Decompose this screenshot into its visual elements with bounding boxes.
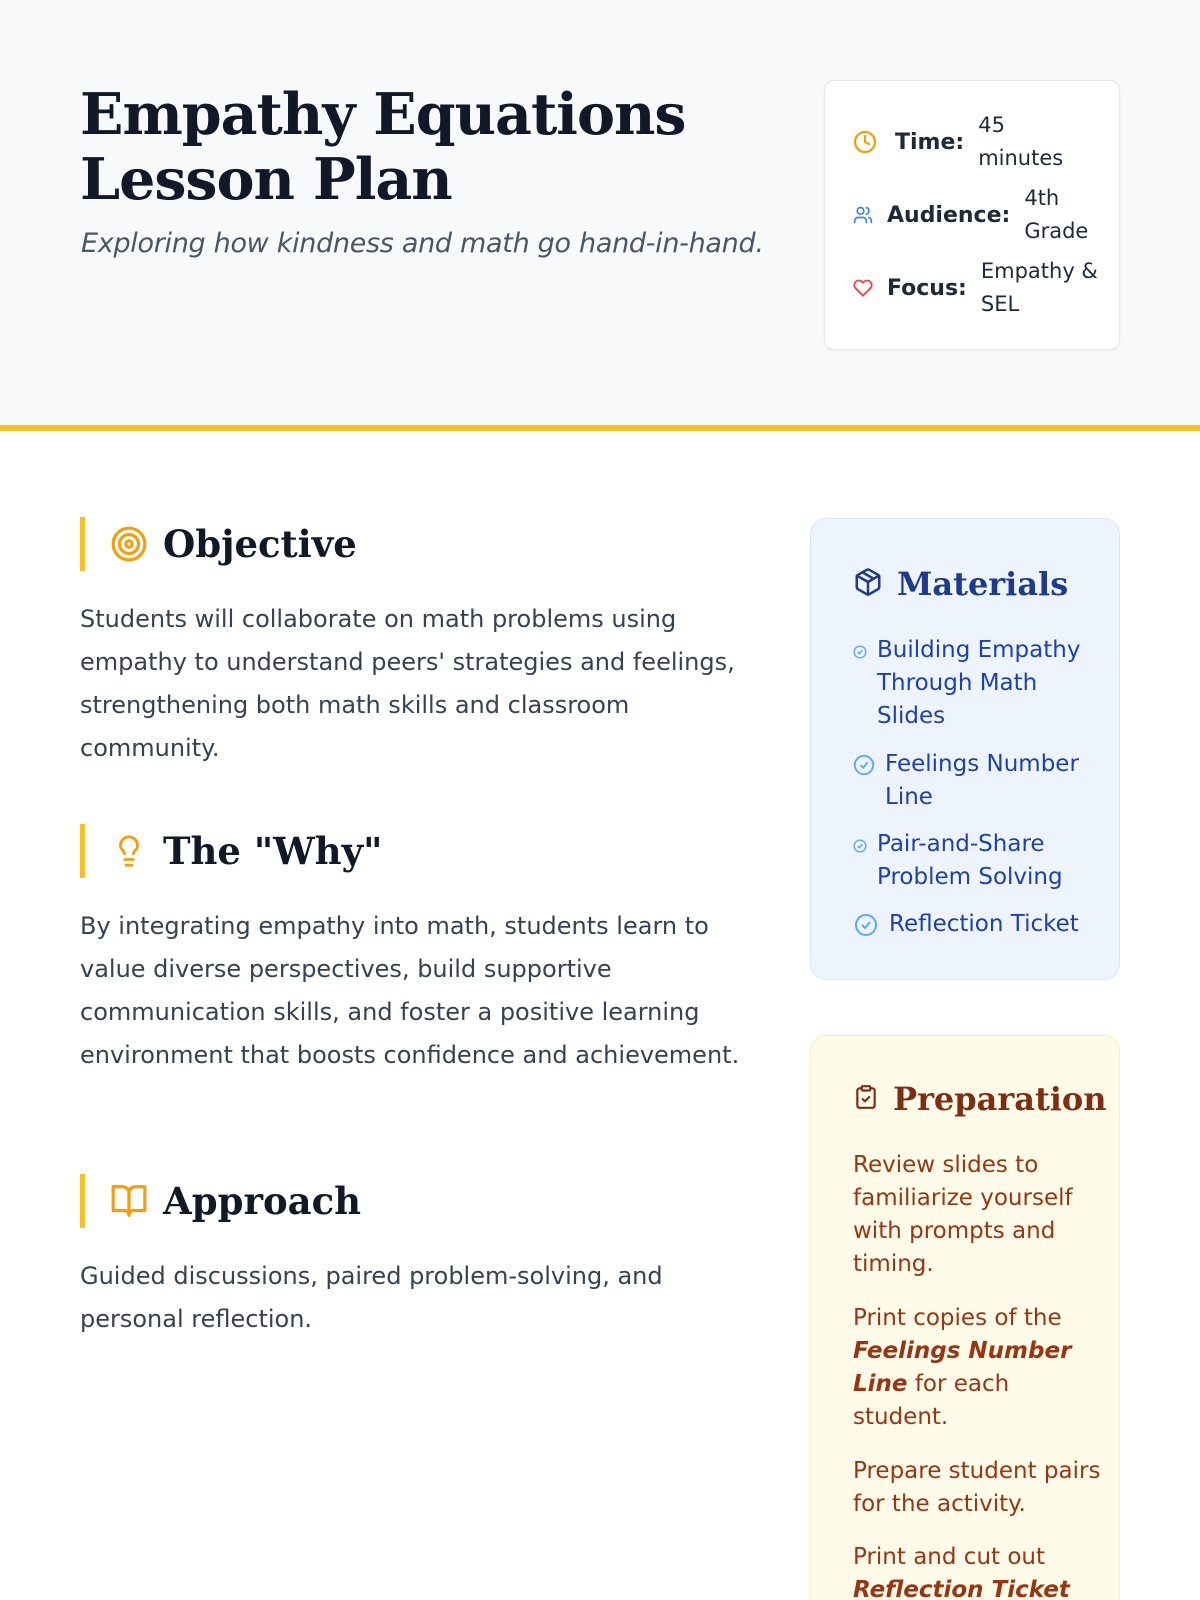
preparation-item: Prepare student pairs for the activity. bbox=[853, 1458, 1101, 1517]
page-header bbox=[0, 0, 1200, 431]
check-circle-icon bbox=[853, 748, 875, 776]
package-icon bbox=[853, 567, 883, 602]
meta-time-label: Time: bbox=[895, 129, 965, 155]
preparation-item: Review slides to familiarize yourself with prompts and timing. bbox=[853, 1152, 1073, 1277]
materials-item-label: Feelings Number Line bbox=[885, 751, 1079, 810]
page-title bbox=[80, 82, 780, 212]
emphasis-text: Feelings Number Line bbox=[853, 1338, 1072, 1397]
heart-icon bbox=[853, 278, 881, 298]
materials-heading bbox=[853, 565, 1068, 603]
title-line-2: Lesson Plan bbox=[80, 146, 452, 213]
meta-audience bbox=[853, 182, 1088, 248]
why-body: By integrating empathy into math, students learn to value diverse perspectives, build supportive communication skills, and foster a positive learning environment that boosts confidence and achievement. bbox=[80, 912, 740, 1069]
why-title: The "Why" bbox=[163, 829, 383, 873]
meta-time-value: 45 minutes bbox=[978, 113, 1064, 170]
lightbulb-icon bbox=[109, 831, 149, 871]
preparation-heading bbox=[853, 1080, 1107, 1118]
meta-focus bbox=[853, 255, 1098, 321]
approach-body: Guided discussions, paired problem-solving, and personal reflection. bbox=[80, 1262, 663, 1333]
materials-item bbox=[853, 748, 1103, 814]
meta-focus-label: Focus: bbox=[887, 275, 967, 301]
objective-body: Students will collaborate on math problems using empathy to understand peers' strategies and feelings, strengthening both math skills and classroom community. bbox=[80, 605, 735, 762]
preparation-card bbox=[810, 1035, 1120, 1600]
preparation-title: Preparation bbox=[893, 1080, 1107, 1118]
objective-heading bbox=[80, 517, 357, 571]
materials-item bbox=[853, 634, 1103, 733]
preparation-item: Print and cut out Reflection Ticket bbox=[853, 1541, 1103, 1600]
materials-item-label: Building Empathy Through Math Slides bbox=[877, 637, 1081, 729]
check-circle-icon bbox=[853, 828, 867, 853]
clipboard-check-icon bbox=[853, 1084, 879, 1115]
materials-title: Materials bbox=[897, 565, 1069, 603]
users-icon bbox=[853, 205, 881, 225]
title-line-1: Empathy Equations bbox=[80, 81, 686, 148]
check-circle-icon bbox=[853, 908, 879, 937]
meta-time bbox=[853, 109, 1063, 175]
materials-item bbox=[853, 828, 1103, 894]
meta-focus-value: Empathy & SEL bbox=[980, 259, 1098, 316]
approach-heading bbox=[80, 1174, 361, 1228]
book-open-icon bbox=[109, 1181, 149, 1221]
page-subtitle: Exploring how kindness and math go hand-in-hand. bbox=[81, 228, 764, 259]
materials-item-label: Reflection Ticket bbox=[889, 911, 1079, 937]
materials-card bbox=[810, 518, 1120, 980]
clock-icon bbox=[853, 130, 881, 154]
target-icon bbox=[109, 524, 149, 564]
lesson-meta-card bbox=[824, 80, 1120, 350]
materials-item bbox=[853, 908, 1103, 941]
objective-title: Objective bbox=[163, 522, 357, 566]
check-circle-icon bbox=[853, 634, 867, 659]
emphasis-text: Reflection Ticket bbox=[853, 1577, 1070, 1600]
preparation-item: Print copies of the Feelings Number Line for each student. bbox=[853, 1305, 1072, 1430]
approach-title: Approach bbox=[163, 1179, 362, 1223]
meta-audience-value: 4th Grade bbox=[1024, 186, 1089, 243]
why-heading bbox=[80, 824, 382, 878]
materials-item-label: Pair-and-Share Problem Solving bbox=[877, 831, 1063, 890]
meta-audience-label: Audience: bbox=[887, 202, 1011, 228]
